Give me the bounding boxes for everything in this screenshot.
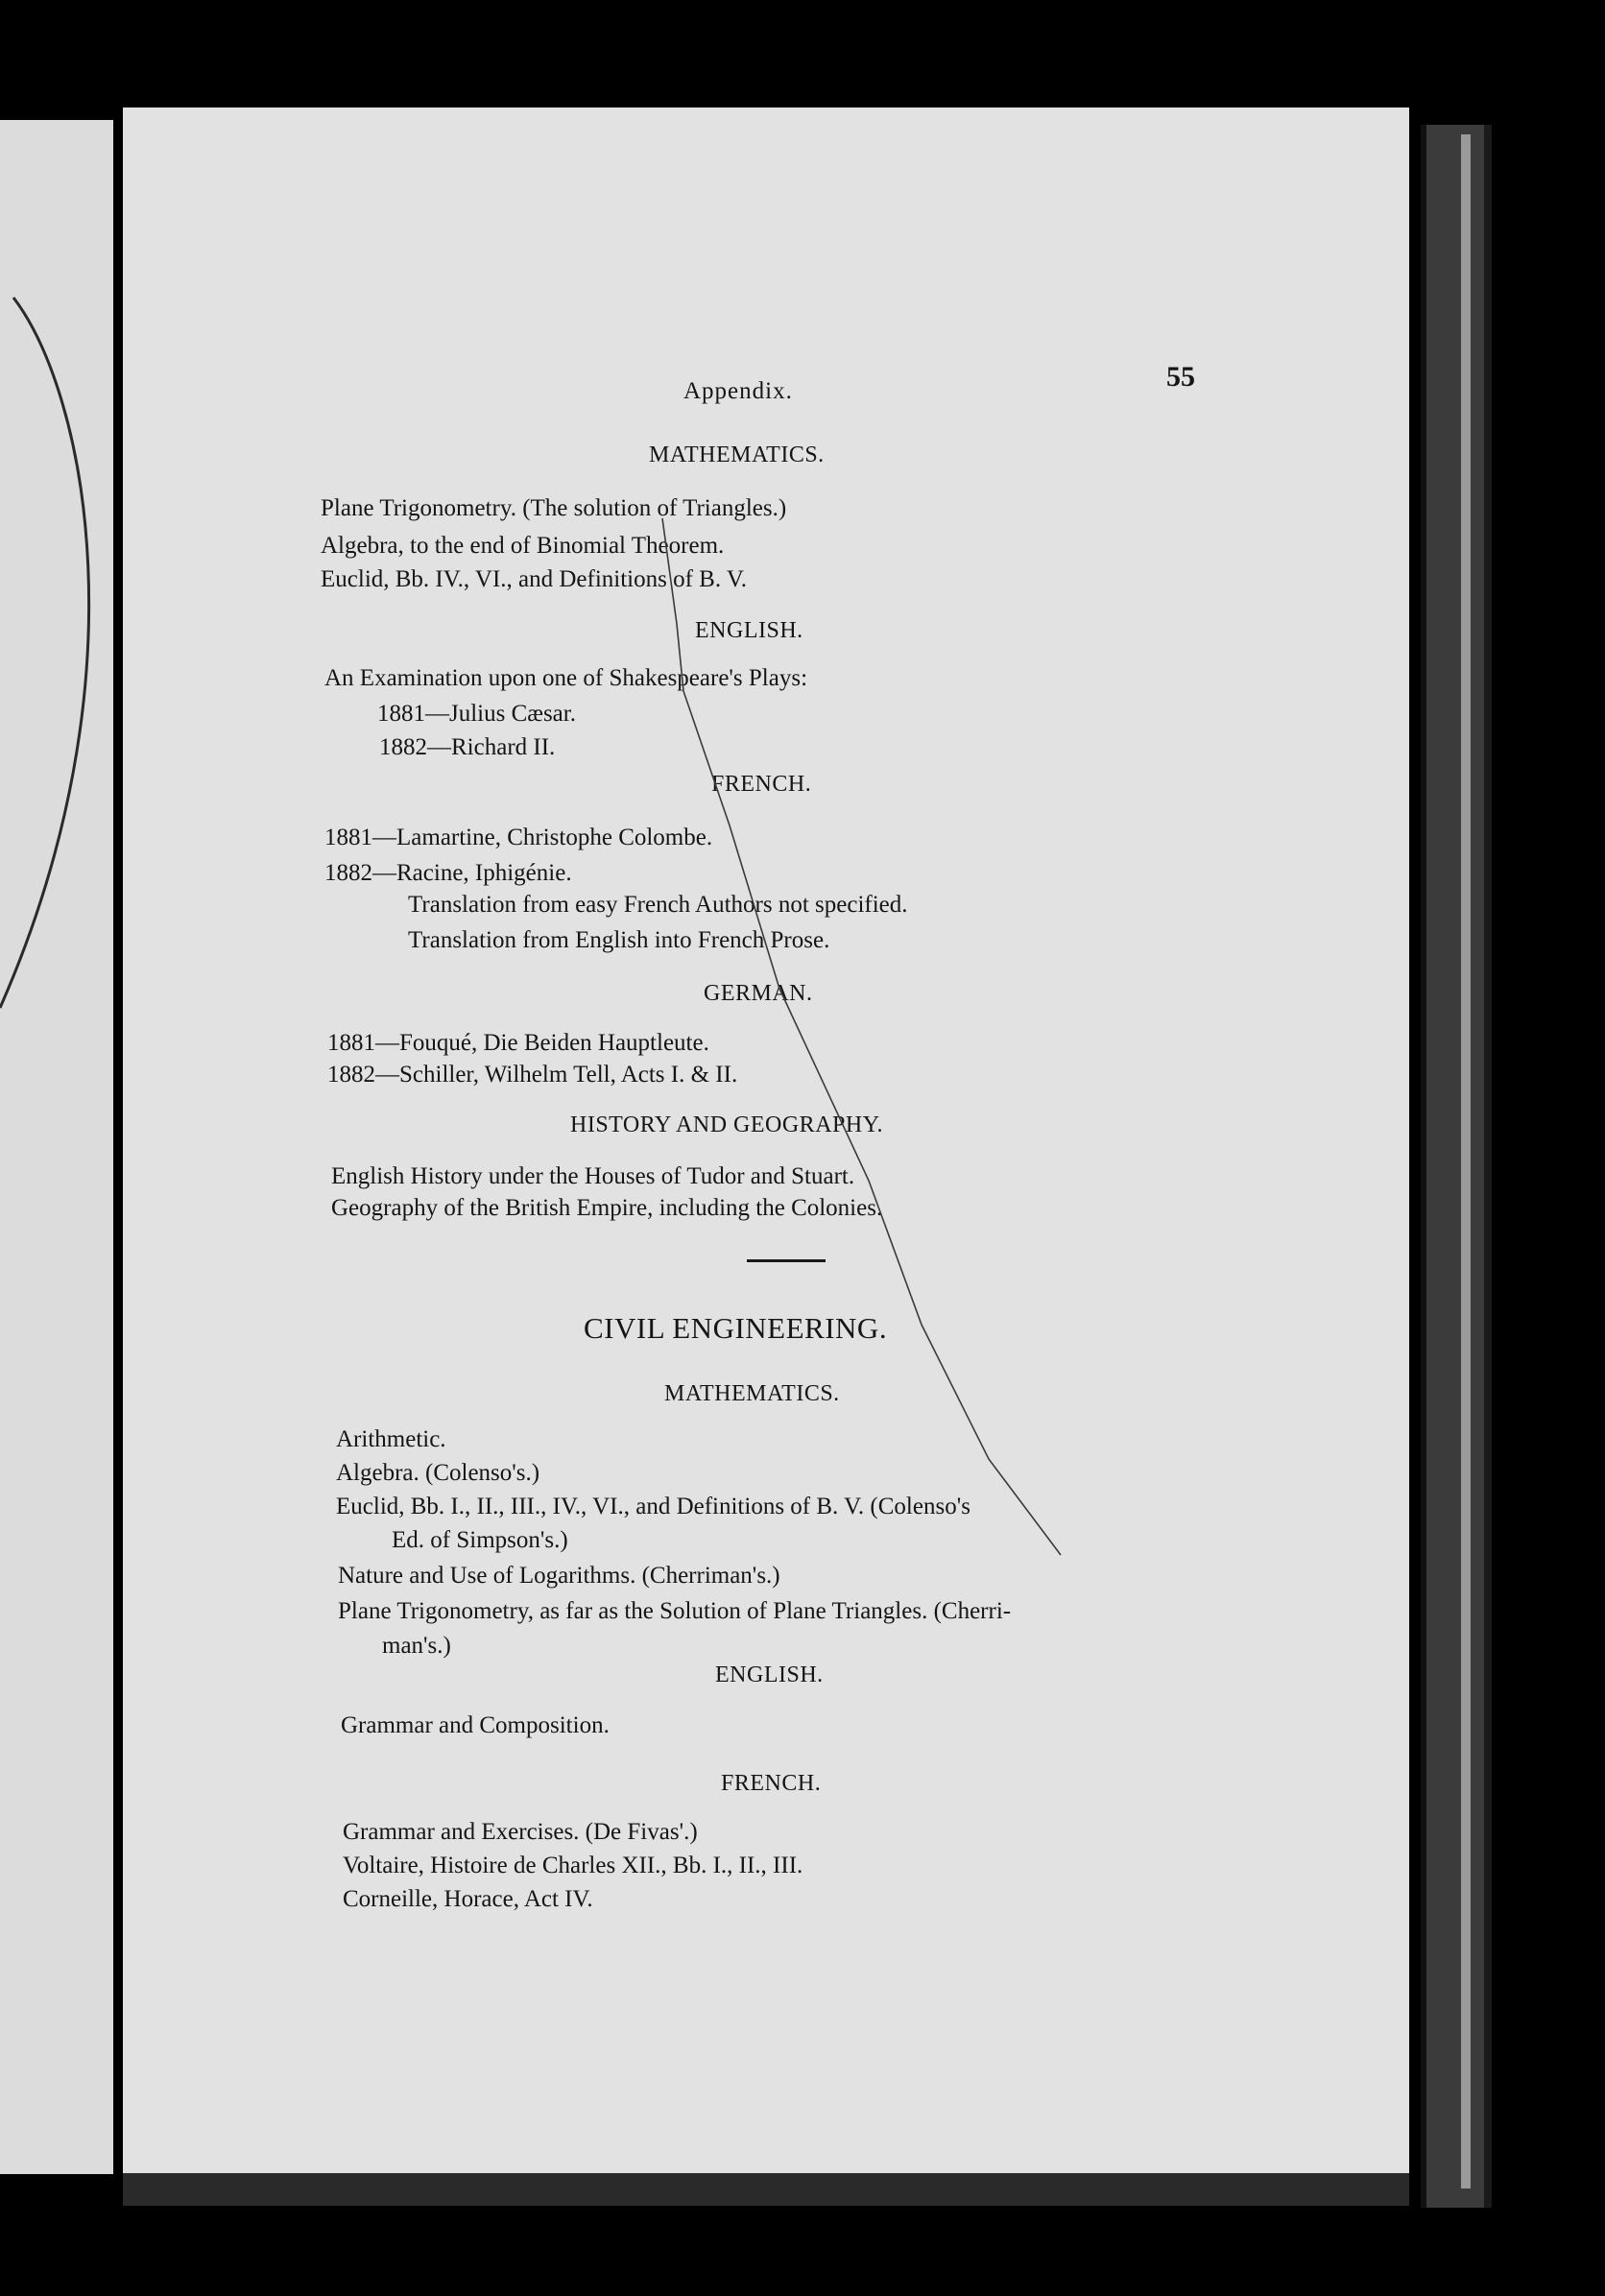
text-line: Algebra, to the end of Binomial Theorem.: [321, 533, 725, 559]
section-heading-french: FRENCH.: [711, 772, 812, 797]
text-line: Nature and Use of Logarithms. (Cherriman's.): [338, 1563, 780, 1589]
section-heading-english: ENGLISH.: [715, 1662, 824, 1687]
text-line: Ed. of Simpson's.): [392, 1527, 568, 1553]
text-line: Corneille, Horace, Act IV.: [343, 1886, 593, 1912]
text-line: man's.): [382, 1633, 451, 1659]
text-line: 1881—Julius Cæsar.: [377, 701, 576, 727]
text-line: Geography of the British Empire, including the Colonies.: [331, 1195, 883, 1221]
text-line: Grammar and Composition.: [341, 1712, 610, 1738]
text-line: Arithmetic.: [336, 1426, 446, 1452]
text-line: 1882—Schiller, Wilhelm Tell, Acts I. & II.: [327, 1062, 738, 1088]
text-line: Voltaire, Histoire de Charles XII., Bb. I., II., III.: [343, 1853, 803, 1878]
page-number: 55: [1166, 361, 1195, 393]
section-heading-german: GERMAN.: [704, 981, 813, 1006]
text-line: Plane Trigonometry. (The solution of Triangles.): [321, 495, 787, 521]
section-heading-french: FRENCH.: [721, 1771, 822, 1796]
text-line: Euclid, Bb. IV., VI., and Definitions of B. V.: [321, 566, 747, 592]
text-line: 1881—Fouqué, Die Beiden Hauptleute.: [327, 1030, 709, 1056]
text-line: Grammar and Exercises. (De Fivas'.): [343, 1819, 698, 1845]
text-line: Translation from easy French Authors not specified.: [408, 892, 908, 918]
text-line: 1882—Racine, Iphigénie.: [324, 860, 572, 886]
civil-engineering-title: CIVIL ENGINEERING.: [584, 1311, 888, 1345]
text-line: English History under the Houses of Tudor and Stuart.: [331, 1163, 855, 1189]
text-line: Euclid, Bb. I., II., III., IV., VI., and Definitions of B. V. (Colenso's: [336, 1494, 970, 1519]
text-line: Algebra. (Colenso's.): [336, 1460, 540, 1486]
facing-page-curve: [0, 278, 113, 1142]
text-line: Translation from English into French Prose.: [408, 927, 830, 953]
book-spine-highlight: [1461, 134, 1471, 2188]
text-line: An Examination upon one of Shakespeare's Plays:: [324, 665, 808, 691]
text-line: Plane Trigonometry, as far as the Solution of Plane Triangles. (Cherri-: [338, 1598, 1012, 1624]
section-heading-mathematics: MATHEMATICS.: [649, 442, 825, 467]
text-line: 1881—Lamartine, Christophe Colombe.: [324, 825, 713, 850]
text-line: 1882—Richard II.: [379, 734, 556, 760]
page-bottom-shadow: [123, 2173, 1409, 2206]
section-heading-mathematics: MATHEMATICS.: [664, 1381, 840, 1406]
section-heading-english: ENGLISH.: [695, 618, 803, 643]
section-divider-rule: [747, 1259, 826, 1262]
section-heading-history-geography: HISTORY AND GEOGRAPHY.: [570, 1112, 883, 1137]
running-header: Appendix.: [683, 378, 793, 404]
book-spine: [1421, 125, 1492, 2208]
